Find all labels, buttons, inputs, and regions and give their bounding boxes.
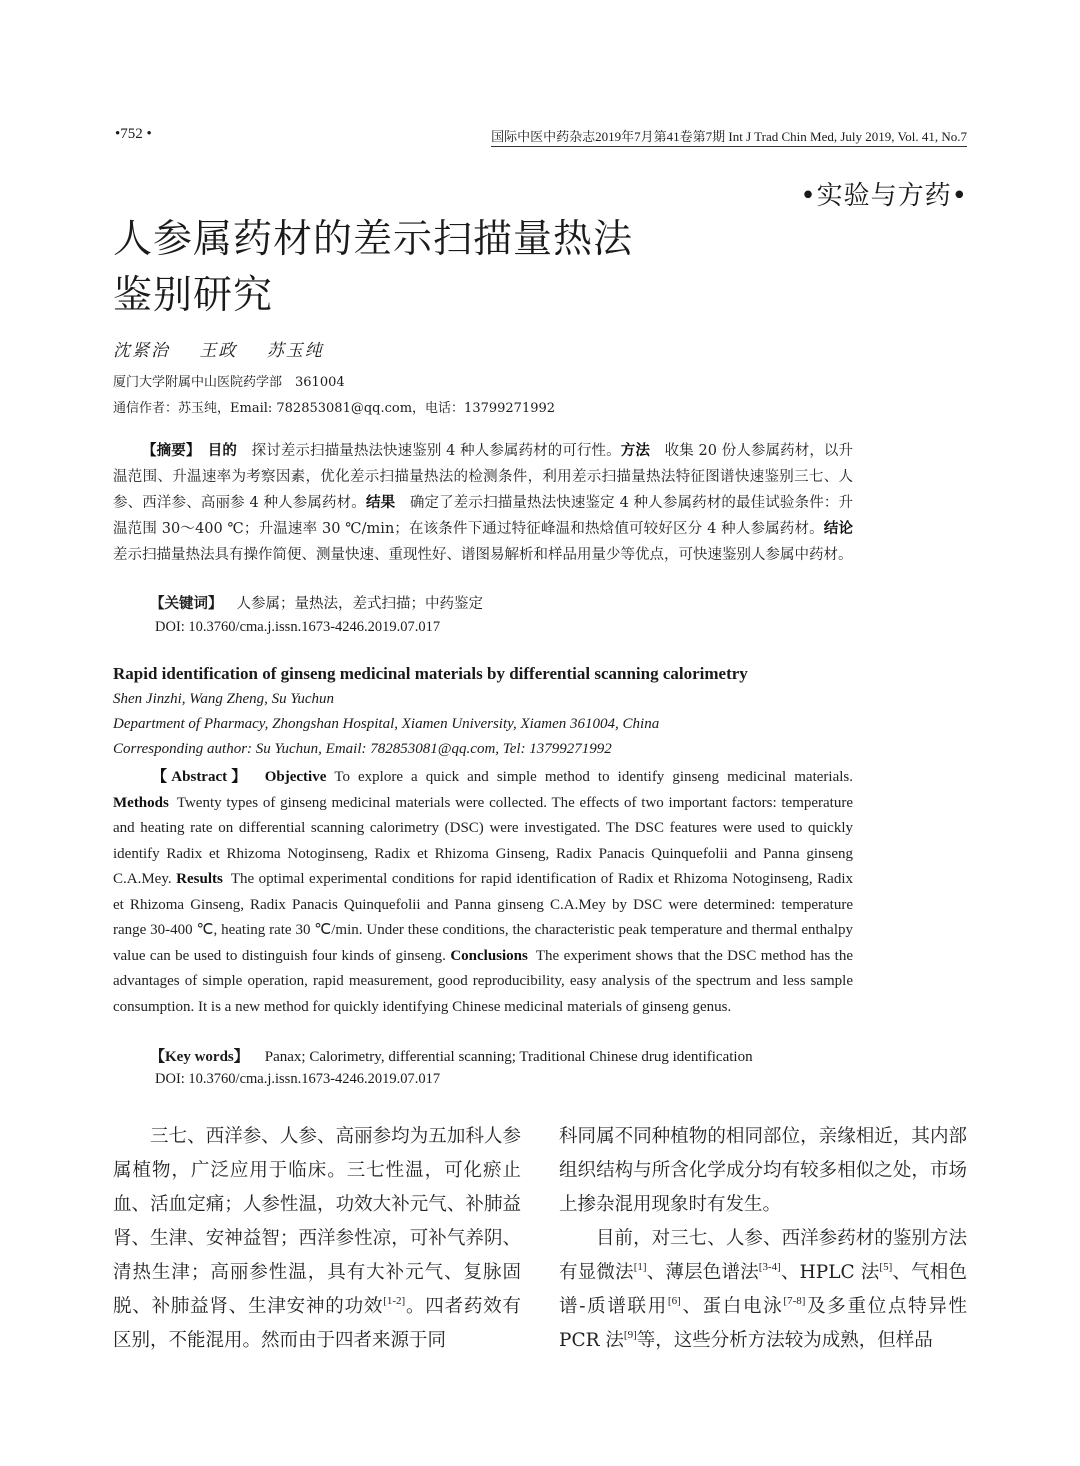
abstract-chinese bbox=[113, 438, 853, 568]
author-2: 王政 bbox=[199, 341, 238, 361]
results-text: 确定了差示扫描量热法快速鉴定 4 种人参属药材的最佳试验条件：升温范围 30～400 ℃；升温速率 30 ℃/min；在该条件下通过特征峰温和热焓值可较好区分 4 种人参属药材。 bbox=[113, 495, 853, 537]
conclusions-label: 结论 bbox=[823, 520, 853, 537]
body-text: 、蛋白电泳 bbox=[680, 1296, 784, 1317]
body-text: 目前，对三七、人参、西洋参药材的鉴别方法有显微法 bbox=[559, 1228, 967, 1283]
objective-en-label: Objective bbox=[264, 769, 327, 785]
authors-english: Shen Jinzhi, Wang Zheng, Su Yuchun bbox=[113, 691, 334, 707]
body-text: 、HPLC 法 bbox=[780, 1262, 880, 1283]
body-column-left bbox=[113, 1120, 521, 1358]
author-3: 苏玉纯 bbox=[266, 341, 324, 361]
body-text: 三七、西洋参、人参、高丽参均为五加科人参属植物，广泛应用于临床。三七性温，可化瘀止血、活血定痛；人参性温，功效大补元气、补肺益肾、生津、安神益智；西洋参性凉，可补气养阴、清热生津；高丽参性温，具有大补元气、复脉固脱、补肺益肾、生津安神的功效 bbox=[113, 1126, 521, 1317]
abstract-en-label: 【Abstract】 bbox=[152, 769, 251, 785]
body-paragraph: 科同属不同种植物的相同部位，亲缘相近，其内部组织结构与所含化学成分均有较多相似之处，市场上掺杂混用现象时有发生。 bbox=[559, 1126, 967, 1215]
citation: [1] bbox=[633, 1261, 647, 1273]
doi-english: DOI: 10.3760/cma.j.issn.1673-4246.2019.07.017 bbox=[155, 1071, 441, 1087]
page-number: •752 • bbox=[115, 126, 152, 142]
results-en-label: Results bbox=[176, 871, 223, 887]
body-text: 、气相色谱-质谱联用 bbox=[559, 1262, 967, 1317]
methods-en-label: Methods bbox=[113, 794, 169, 811]
results-label: 结果 bbox=[365, 494, 396, 511]
citation: [7-8] bbox=[783, 1295, 806, 1307]
doi-chinese: DOI: 10.3760/cma.j.issn.1673-4246.2019.07.017 bbox=[155, 619, 441, 635]
title-chinese bbox=[113, 212, 633, 324]
citation: [9] bbox=[623, 1329, 637, 1341]
title-line-1: 人参属药材的差示扫描量热法 bbox=[113, 217, 634, 262]
methods-label: 方法 bbox=[620, 442, 650, 459]
keywords-chinese bbox=[150, 592, 483, 613]
body-text: 、薄层色谱法 bbox=[646, 1262, 759, 1283]
corresponding-english: Corresponding author: Su Yuchun, Email: 782853081@qq.com, Tel: 13799271992 bbox=[113, 741, 612, 757]
conclusions-en-label: Conclusions bbox=[450, 947, 528, 964]
authors-chinese bbox=[113, 336, 346, 361]
citation: [5] bbox=[879, 1261, 893, 1273]
keywords-en-label: 【Key words】 bbox=[150, 1049, 249, 1065]
citation: [6] bbox=[667, 1295, 681, 1307]
objective-label: 目的 bbox=[207, 442, 237, 459]
body-paragraph bbox=[113, 1120, 521, 1358]
body-paragraph bbox=[559, 1222, 967, 1358]
author-1: 沈紧治 bbox=[113, 341, 170, 361]
corresponding-chinese: 通信作者：苏玉纯，Email: 782853081@qq.com，电话：13799271992 bbox=[113, 401, 556, 416]
running-head: 国际中医中药杂志2019年7月第41卷第7期 Int J Trad Chin Med, July 2019, Vol. 41, No.7 bbox=[491, 126, 967, 147]
citation: [3-4] bbox=[758, 1261, 781, 1273]
affiliation-english: Department of Pharmacy, Zhongshan Hospital, Xiamen University, Xiamen 361004, China bbox=[113, 716, 660, 732]
conclusions-en-text: The experiment shows that the DSC method has the advantages of simple operation, rapid measurement, good reproducibility, easy analysis of the spectrum and less sample consumption. It is a new method for quickly identifying Chinese medicinal materials of ginseng genus. bbox=[113, 947, 854, 1015]
affiliation-chinese: 厦门大学附属中山医院药学部 361004 bbox=[113, 375, 345, 390]
methods-en-text: Twenty types of ginseng medicinal materials were collected. The effects of two important factors: temperature and heating rate on differential scanning calorimetry (DSC) were investigated. The DSC features were used to quickly identify Radix et Rhizoma Notoginseng, Radix et Rhizoma Ginseng, Radix Panacis Quinquefolii and Panna ginseng C.A.Mey. bbox=[113, 794, 853, 887]
keywords-english bbox=[150, 1045, 753, 1066]
results-en-text: The optimal experimental conditions for rapid identification of Radix et Rhizoma Notoginseng, Radix et Rhizoma Ginseng, Radix Panacis Quinquefolii and Panna ginseng C.A.Mey by DSC were determined: temperature range 30-400 ℃, heating rate 30 ℃/min. Under these conditions, the characteristic peak temperature and thermal enthalpy value can be used to distinguish four kinds of ginseng. bbox=[113, 871, 854, 964]
objective-en-text: To explore a quick and simple method to identify ginseng medicinal materials. bbox=[334, 769, 853, 785]
keywords-text: 人参属；量热法，差式扫描；中药鉴定 bbox=[236, 596, 483, 612]
keywords-label: 【关键词】 bbox=[150, 595, 223, 612]
citation: [1-2] bbox=[383, 1295, 406, 1307]
body-text: 及多重位点特异性 PCR 法 bbox=[559, 1296, 967, 1351]
body-text: 等，这些分析方法较为成熟，但样品 bbox=[636, 1330, 933, 1351]
methods-text: 收集 20 份人参属药材，以升温范围、升温速率为考察因素，优化差示扫描量热法的检测条件，利用差示扫描量热法特征图谱快速鉴别三七、人参、西洋参、高丽参 4 种人参属药材。 bbox=[113, 443, 854, 511]
title-line-2: 鉴别研究 bbox=[113, 273, 274, 318]
body-text: 。四者药效有区别，不能混用。然而由于四者来源于同 bbox=[113, 1296, 521, 1351]
objective-text: 探讨差示扫描量热法快速鉴别 4 种人参属药材的可行性。 bbox=[251, 443, 621, 459]
conclusions-text: 差示扫描量热法具有操作简便、测量快速、重现性好、谱图易解析和样品用量少等优点，可快速鉴别人参属中药材。 bbox=[113, 547, 853, 563]
abstract-label: 【摘要】 bbox=[142, 442, 194, 459]
title-english: Rapid identification of ginseng medicinal materials by differential scanning calorimetry bbox=[113, 664, 748, 683]
abstract-english bbox=[113, 765, 853, 1020]
section-label: •实验与方药• bbox=[800, 181, 968, 211]
body-column-right bbox=[559, 1120, 967, 1358]
keywords-en-text: Panax; Calorimetry, differential scanning; Traditional Chinese drug identification bbox=[264, 1049, 753, 1065]
